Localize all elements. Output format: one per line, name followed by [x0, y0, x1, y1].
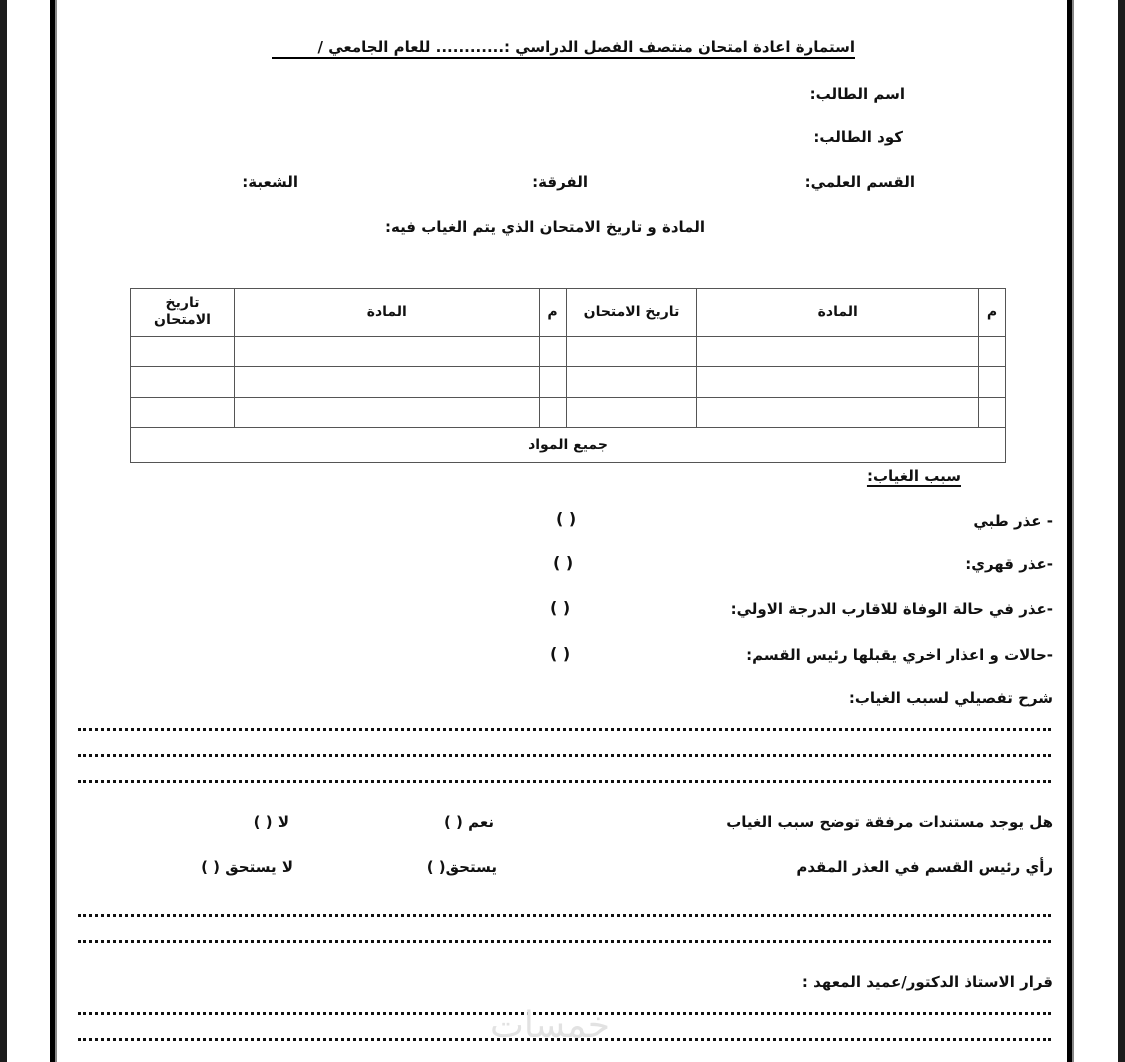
watermark: خمسات: [490, 1005, 611, 1046]
reason-bereavement-label: -عذر في حالة الوفاة للاقارب الدرجة الاولي:: [730, 600, 1053, 618]
table-cell[interactable]: [539, 367, 566, 398]
opinion-line-1[interactable]: [78, 914, 1051, 917]
reason-medical-checkbox[interactable]: ( ): [556, 509, 577, 528]
table-cell[interactable]: [697, 397, 979, 428]
table-cell[interactable]: [539, 336, 566, 367]
student-code-label: كود الطالب:: [813, 128, 903, 146]
details-line-1[interactable]: [78, 728, 1051, 731]
details-line-3[interactable]: [78, 780, 1051, 783]
subject-prompt: المادة و تاريخ الامتحان الذي يتم الغياب فيه:: [384, 218, 705, 236]
table-cell[interactable]: [235, 397, 540, 428]
table-cell[interactable]: [235, 336, 540, 367]
reason-other-label: -حالات و اعذار اخري يقبلها رئيس القسم:: [746, 646, 1053, 664]
header-subject: المادة: [235, 289, 540, 337]
table-row: [131, 397, 1006, 428]
table-cell[interactable]: [131, 397, 235, 428]
viewer-edge-left: [0, 0, 7, 1062]
student-name-label: اسم الطالب:: [809, 85, 905, 103]
reason-medical-label: - عذر طبي: [973, 512, 1053, 530]
all-subjects-row: [131, 428, 1006, 463]
form-title: استمارة اعادة امتحان منتصف الفصل الدراسي :............ للعام الجامعي /: [317, 38, 855, 56]
table-cell[interactable]: [697, 367, 979, 398]
header-subject: المادة: [697, 289, 979, 337]
table-cell[interactable]: [566, 367, 697, 398]
level-label: الفرقة:: [532, 173, 588, 191]
viewer-edge-right: [1118, 0, 1125, 1062]
reason-force-majeure-checkbox[interactable]: ( ): [553, 553, 574, 572]
table-cell[interactable]: [539, 397, 566, 428]
page-border-left: [50, 0, 57, 1062]
division-label: الشعبة:: [242, 173, 298, 191]
table-cell[interactable]: [697, 336, 979, 367]
table-cell[interactable]: [131, 367, 235, 398]
all-subjects-cell[interactable]: جميع المواد: [131, 428, 1006, 463]
documents-yes-option[interactable]: نعم ( ): [443, 813, 494, 831]
table-row: [131, 336, 1006, 367]
details-line-2[interactable]: [78, 754, 1051, 757]
absence-subjects-table: [130, 288, 1006, 463]
header-exam-date: تاريخ الامتحان: [566, 289, 697, 337]
table-cell[interactable]: [235, 367, 540, 398]
head-deserves-option[interactable]: يستحق( ): [426, 858, 497, 876]
title-underline: [272, 57, 855, 59]
header-index: م: [979, 289, 1006, 337]
reason-bereavement-checkbox[interactable]: ( ): [550, 598, 571, 617]
absence-reason-heading: سبب الغياب:: [866, 467, 961, 485]
detailed-reason-label: شرح تفصيلي لسبب الغياب:: [848, 689, 1053, 707]
table-cell[interactable]: [979, 367, 1006, 398]
department-label: القسم العلمي:: [804, 173, 915, 191]
table-cell[interactable]: [979, 336, 1006, 367]
table-row: [131, 367, 1006, 398]
page-border-right: [1067, 0, 1074, 1062]
table-cell[interactable]: [566, 336, 697, 367]
head-not-deserves-option[interactable]: لا يستحق ( ): [201, 858, 293, 876]
header-index: م: [539, 289, 566, 337]
dean-decision-label: قرار الاستاذ الدكتور/عميد المعهد :: [801, 973, 1053, 991]
opinion-line-2[interactable]: [78, 940, 1051, 943]
documents-no-option[interactable]: لا ( ): [253, 813, 289, 831]
table-header-row: [131, 289, 1006, 337]
header-exam-date: تاريخ الامتحان: [131, 289, 235, 337]
reason-other-checkbox[interactable]: ( ): [550, 644, 571, 663]
table-cell[interactable]: [131, 336, 235, 367]
head-opinion-question: رأي رئيس القسم في العذر المقدم: [796, 858, 1053, 876]
table-cell[interactable]: [566, 397, 697, 428]
reason-force-majeure-label: -عذر قهري:: [965, 555, 1053, 573]
table-cell[interactable]: [979, 397, 1006, 428]
documents-question: هل يوجد مستندات مرفقة توضح سبب الغياب: [726, 813, 1053, 831]
